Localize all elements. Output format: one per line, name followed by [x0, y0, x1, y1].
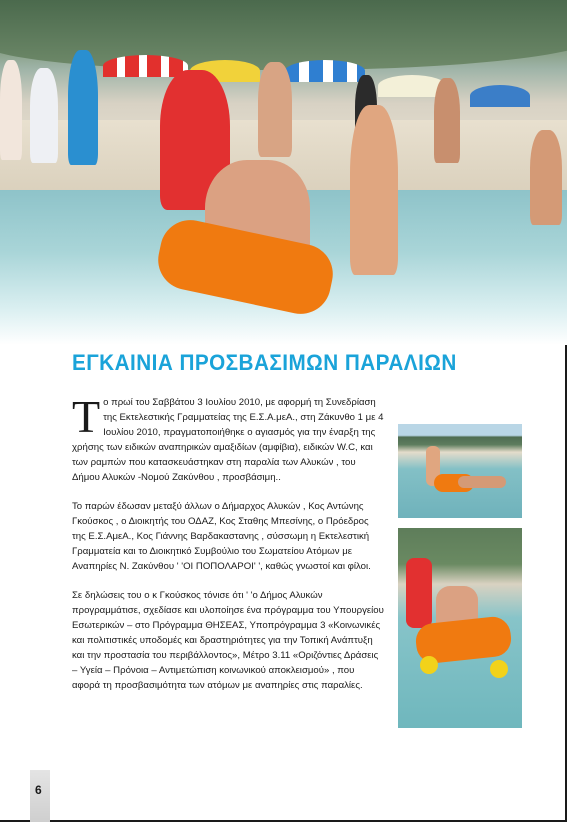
paragraph-2: Το παρών έδωσαν μεταξύ άλλων ο Δήμαρχος Αλυκών , Κος Αντώνης Γκούσκος , ο Διοικητής του ΟΔΑΖ, Κος Σταθης Μπεσίνης, ο Πρόεδρος της Ε.Σ.ΑμεΑ., Κος Γιάννης Βαρδακαστανης , σύσσωμη η Εκτελεστική Γραμματεία και το Διοικητικό Συμβούλιο του Σωματείου Ατόμων με Αναπηρίες Ν. Ζακύνθου ' 'ΟΙ ΠΟΠΟΛΑΡΟΙ' ', καθώς γνωστοί και φίλοι. — [72, 501, 371, 572]
person — [458, 476, 506, 488]
paragraph-1 — [72, 391, 384, 485]
person — [258, 62, 292, 157]
paragraph-1-text: ο πρωί του Σαββάτου 3 Ιουλίου 2010, με αφορμή τη Συνεδρίαση της Εκτελεστικής Γραμματείας της Ε.Σ.Α.μεΑ., στη Ζάκυνθο 1 με 4 Ιουλίου 2010, πραγματοποιήθηκε ο αγιασμός για την έναρξη της χρήσης των ειδικών αναπηρικών αμαξιδίων (αμφίβια), ειδικών W.C, και των ραμπών που κατασκευάστηκαν στη παραλία των Αλυκών , του Δήμου Αλυκών -Νομού Ζακύνθου , προσβάσιμη.. — [72, 397, 384, 483]
paragraph-3: Σε δηλώσεις του ο κ Γκούσκος τόνισε ότι ' 'ο Δήμος Αλυκών προγραμμάτισε, σχεδίασε και υλοποίησε ένα πρόγραμμα του Υπουργείου Εσωτερικών – στο Πρόγραμμα ΘΗΣΕΑΣ, Υποπρόγραμμα 3 «Κοινωνικές και πολιτιστικές υποδομές και δραστηριότητες για την Τοπική Ανάπτυξη και την προστασία του περιβάλλοντος», Μέτρο 3.11 «Οριζόντιες Δράσεις – Υγεία – Πρόνοια – Αντιμετώπιση κοινωνικού αποκλεισμού» , που αφορά τη προσβασιμότητα των ατόμων με αναπηρίες στις παραλίες. — [72, 590, 384, 691]
umbrella — [285, 60, 365, 82]
umbrella — [103, 55, 188, 77]
person — [406, 558, 432, 628]
page-number: 6 — [35, 783, 42, 797]
person — [68, 50, 98, 165]
article-body — [72, 391, 384, 707]
side-photo-top — [398, 424, 522, 518]
article-title: ΕΓΚΑΙΝΙΑ ΠΡΟΣΒΑΣΙΜΩΝ ΠΑΡΑΛΙΩΝ — [72, 350, 457, 375]
drop-cap: Τ — [72, 391, 101, 442]
person — [30, 68, 58, 163]
umbrella — [470, 85, 530, 107]
person — [0, 60, 22, 160]
person — [350, 105, 398, 275]
person — [530, 130, 562, 225]
hero-photo — [0, 0, 567, 345]
wheel — [490, 660, 508, 678]
side-photo-bottom — [398, 528, 522, 728]
person — [434, 78, 460, 163]
wheel — [420, 656, 438, 674]
